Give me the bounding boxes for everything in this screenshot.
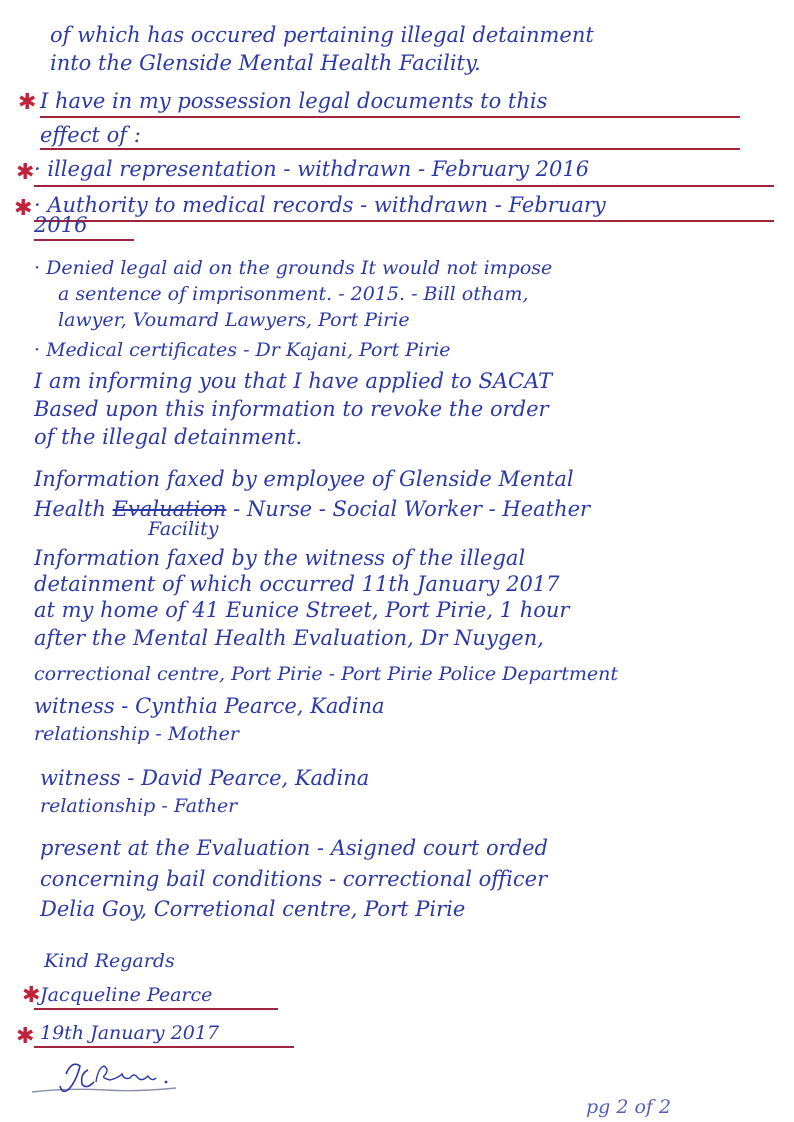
text-line: detainment of which occurred 11th January 2017 bbox=[34, 572, 560, 596]
text-line: present at the Evaluation - Asigned court orded bbox=[40, 836, 548, 860]
text-line: · Medical certificates - Dr Kajani, Port Pirie bbox=[34, 339, 451, 361]
text-line: at my home of 41 Eunice Street, Port Pirie, 1 hour bbox=[34, 598, 570, 622]
text-line: Information faxed by the witness of the illegal bbox=[34, 546, 526, 570]
red-underline bbox=[40, 116, 740, 118]
text-line: concerning bail conditions - correctional officer bbox=[40, 867, 548, 891]
text-line: Delia Goy, Corretional centre, Port Pirie bbox=[40, 897, 466, 921]
text-line: Facility bbox=[148, 518, 219, 540]
text-line: into the Glenside Mental Health Facility. bbox=[50, 51, 481, 75]
handwritten-signature bbox=[26, 1052, 186, 1102]
text-line: Information faxed by employee of Glenside Mental bbox=[34, 467, 574, 491]
red-asterisk-mark: ✱ bbox=[16, 1024, 35, 1049]
letter-date: 19th January 2017 bbox=[40, 1022, 220, 1044]
closing-salutation: Kind Regards bbox=[44, 950, 175, 972]
red-underline bbox=[34, 220, 774, 222]
text-line: · illegal representation - withdrawn - February 2016 bbox=[34, 157, 590, 181]
red-asterisk-mark: ✱ bbox=[16, 160, 35, 185]
text-line: of which has occured pertaining illegal detainment bbox=[50, 23, 594, 47]
text-line: · Denied legal aid on the grounds It would not impose bbox=[34, 257, 553, 279]
text-line: I have in my possession legal documents to this bbox=[40, 89, 548, 113]
red-asterisk-mark: ✱ bbox=[18, 90, 37, 115]
text-line: relationship - Mother bbox=[34, 723, 239, 745]
text-line bbox=[34, 496, 590, 522]
red-underline bbox=[34, 1046, 294, 1048]
red-underline bbox=[34, 239, 134, 241]
text-line: · Authority to medical records - withdrawn - February bbox=[34, 193, 606, 217]
text-line: relationship - Father bbox=[40, 795, 238, 817]
text-line: a sentence of imprisonment. - 2015. - Bill otham, bbox=[58, 283, 529, 305]
page-number: pg 2 of 2 bbox=[586, 1096, 672, 1118]
red-asterisk-mark: ✱ bbox=[14, 196, 33, 221]
text-fragment: Health bbox=[34, 497, 106, 521]
red-underline bbox=[34, 1008, 278, 1010]
red-underline bbox=[34, 185, 774, 187]
struck-out-word: Evaluation bbox=[112, 497, 227, 521]
text-line: witness - Cynthia Pearce, Kadina bbox=[34, 694, 385, 718]
text-line: lawyer, Voumard Lawyers, Port Pirie bbox=[58, 309, 410, 331]
text-line: I am informing you that I have applied to SACAT bbox=[34, 369, 553, 393]
text-line: 2016 bbox=[34, 213, 88, 237]
text-line: correctional centre, Port Pirie - Port Pirie Police Department bbox=[34, 663, 618, 685]
text-line: Based upon this information to revoke the order bbox=[34, 397, 549, 421]
text-line: of the illegal detainment. bbox=[34, 425, 303, 449]
red-asterisk-mark: ✱ bbox=[22, 983, 41, 1008]
signer-name: Jacqueline Pearce bbox=[40, 984, 213, 1006]
text-line: after the Mental Health Evaluation, Dr Nuygen, bbox=[34, 626, 544, 650]
text-line: witness - David Pearce, Kadina bbox=[40, 766, 370, 790]
text-fragment: - Nurse - Social Worker - Heather bbox=[233, 497, 591, 521]
text-line: effect of : bbox=[40, 123, 141, 147]
red-underline bbox=[40, 148, 740, 150]
